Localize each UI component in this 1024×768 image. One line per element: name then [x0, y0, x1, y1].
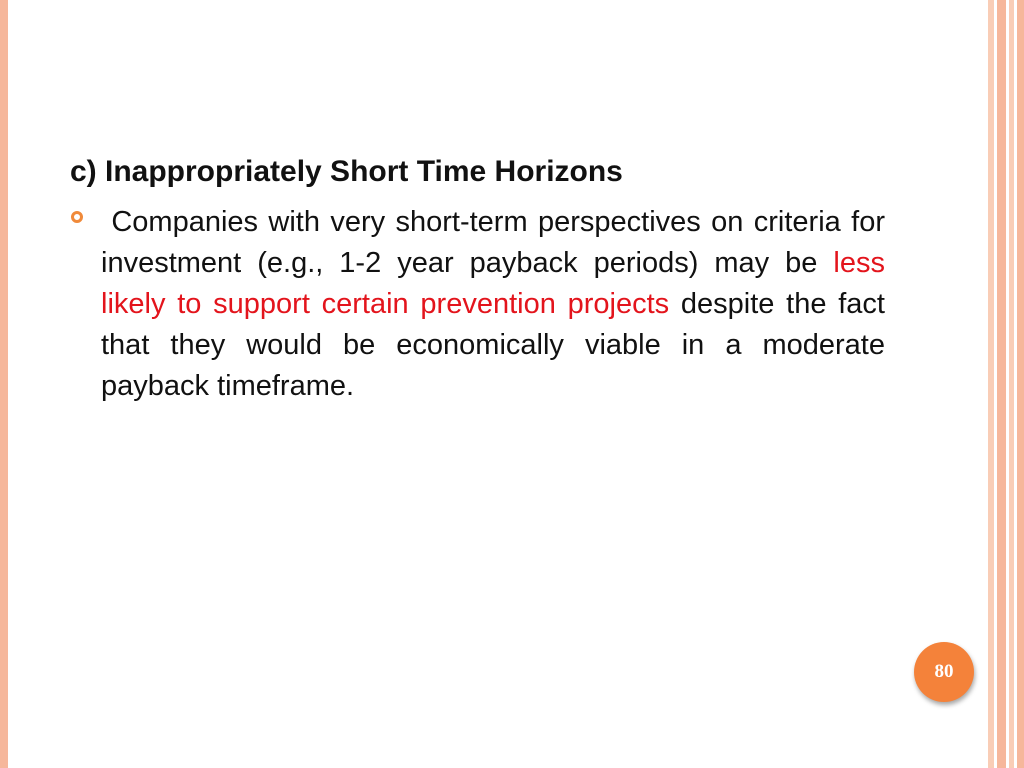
page-number-badge: 80	[914, 642, 974, 702]
bullet-paragraph	[101, 202, 885, 407]
slide-title: c) Inappropriately Short Time Horizons	[70, 155, 623, 188]
stripe-1	[988, 0, 994, 768]
left-border-bar	[0, 0, 8, 768]
right-border-stripes	[988, 0, 1024, 768]
stripe-4	[1017, 0, 1024, 768]
paragraph-text-after: despite the fact that they would be economically viable in a moderate payback timeframe.	[101, 288, 885, 402]
bullet-circle-icon	[71, 211, 83, 223]
paragraph-highlight: less likely to support certain prevention projects	[101, 247, 885, 320]
paragraph-text-before: Companies with very short-term perspectives on criteria for investment (e.g., 1-2 year payback periods) may be	[101, 206, 885, 279]
stripe-3	[1009, 0, 1014, 768]
stripe-2	[997, 0, 1006, 768]
